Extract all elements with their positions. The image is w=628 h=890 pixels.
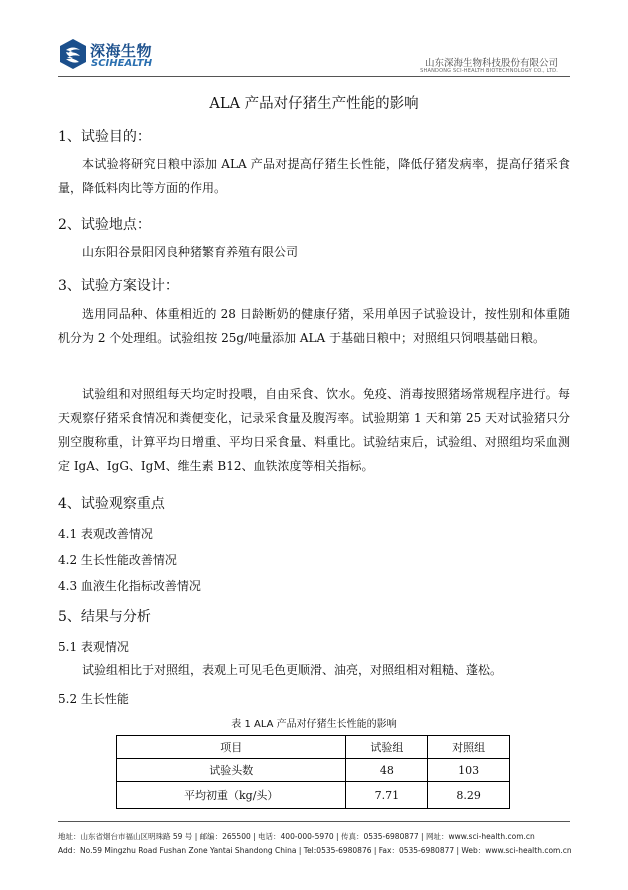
section-5-heading: 5、结果与分析 [58, 609, 151, 625]
logo-text-en: SCIHEALTH [91, 58, 153, 69]
subsection-5-2-heading: 5.2 生长性能 [58, 692, 129, 706]
header-divider [58, 76, 570, 77]
company-name-en: SHANDONG SCI-HEALTH BIOTECHNOLOGY CO., LTD. [420, 68, 558, 74]
table-row [117, 782, 510, 809]
section-2-paragraph: 山东阳谷景阳冈良种猪繁育养殖有限公司 [82, 245, 299, 259]
section-4-item-1: 4.1 表观改善情况 [58, 527, 153, 541]
table-cell: 7.71 [346, 782, 428, 809]
logo-mark-icon [58, 38, 88, 70]
footer-line-cn: 地址：山东省烟台市福山区明珠路 59 号 | 邮编：265500 | 电话：400-000-5970 | 传真：0535-6980877 | 网址：www.sci-health.com.cn [58, 832, 535, 841]
section-1-heading: 1、试验目的： [58, 129, 151, 145]
section-4-heading: 4、试验观察重点 [58, 496, 165, 512]
table-header-row [117, 736, 510, 759]
document-title: ALA 产品对仔猪生产性能的影响 [209, 96, 419, 112]
logo-text-cn: 深海生物 [90, 42, 153, 60]
section-1-paragraph: 本试验将研究日粮中添加 ALA 产品对提高仔猪生长性能，降低仔猪发病率，提高仔猪采食量，降低料肉比等方面的作用。 [58, 157, 570, 195]
table-cell: 103 [428, 759, 510, 782]
table-cell: 试验头数 [117, 759, 346, 782]
section-3-heading: 3、试验方案设计： [58, 278, 179, 294]
table-row [117, 759, 510, 782]
table-header-cell: 项目 [117, 736, 346, 759]
table-header-cell: 对照组 [428, 736, 510, 759]
section-3-paragraph-1: 选用同品种、体重相近的 28 日龄断奶的健康仔猪，采用单因子试验设计，按性别和体重随机分为 2 个处理组。试验组按 25g/吨量添加 ALA 于基础日粮中；对照组只饲喂基础日粮。 [58, 307, 570, 345]
section-3-paragraph-2: 试验组和对照组每天均定时投喂，自由采食、饮水。免疫、消毒按照猪场常规程序进行。每天观察仔猪采食情况和粪便变化，记录采食量及腹泻率。试验期第 1 天和第 25 天对试验猪只分别空腹称重，计算平均日增重、平均日采食量、料重比。试验结束后，试验组、对照组均采血测定 IgA、IgG、IgM、维生素 B12、血铁浓度等相关指标。 [58, 387, 570, 473]
table-header-cell: 试验组 [346, 736, 428, 759]
section-4-item-3: 4.3 血液生化指标改善情况 [58, 579, 201, 593]
growth-performance-table [116, 735, 510, 809]
subsection-5-1-paragraph: 试验组相比于对照组，表观上可见毛色更顺滑、油亮，对照组相对粗糙、蓬松。 [82, 663, 503, 677]
section-4-item-2: 4.2 生长性能改善情况 [58, 553, 177, 567]
company-name-cn: 山东深海生物科技股份有限公司 [424, 58, 558, 69]
footer-divider [58, 821, 570, 822]
company-logo [58, 38, 158, 72]
footer-line-en: Add：No.59 Mingzhu Road Fushan Zone Yantai Shandong China | Tel:0535-6980876 | Fax：0535-6980877 | Web：www.sci-health.com.cn [58, 846, 572, 855]
subsection-5-1-heading: 5.1 表观情况 [58, 640, 129, 654]
table-caption: 表 1 ALA 产品对仔猪生长性能的影响 [231, 719, 397, 730]
table-cell: 8.29 [428, 782, 510, 809]
section-2-heading: 2、试验地点： [58, 217, 151, 233]
table-cell: 48 [346, 759, 428, 782]
table-cell: 平均初重（kg/头） [117, 782, 346, 809]
